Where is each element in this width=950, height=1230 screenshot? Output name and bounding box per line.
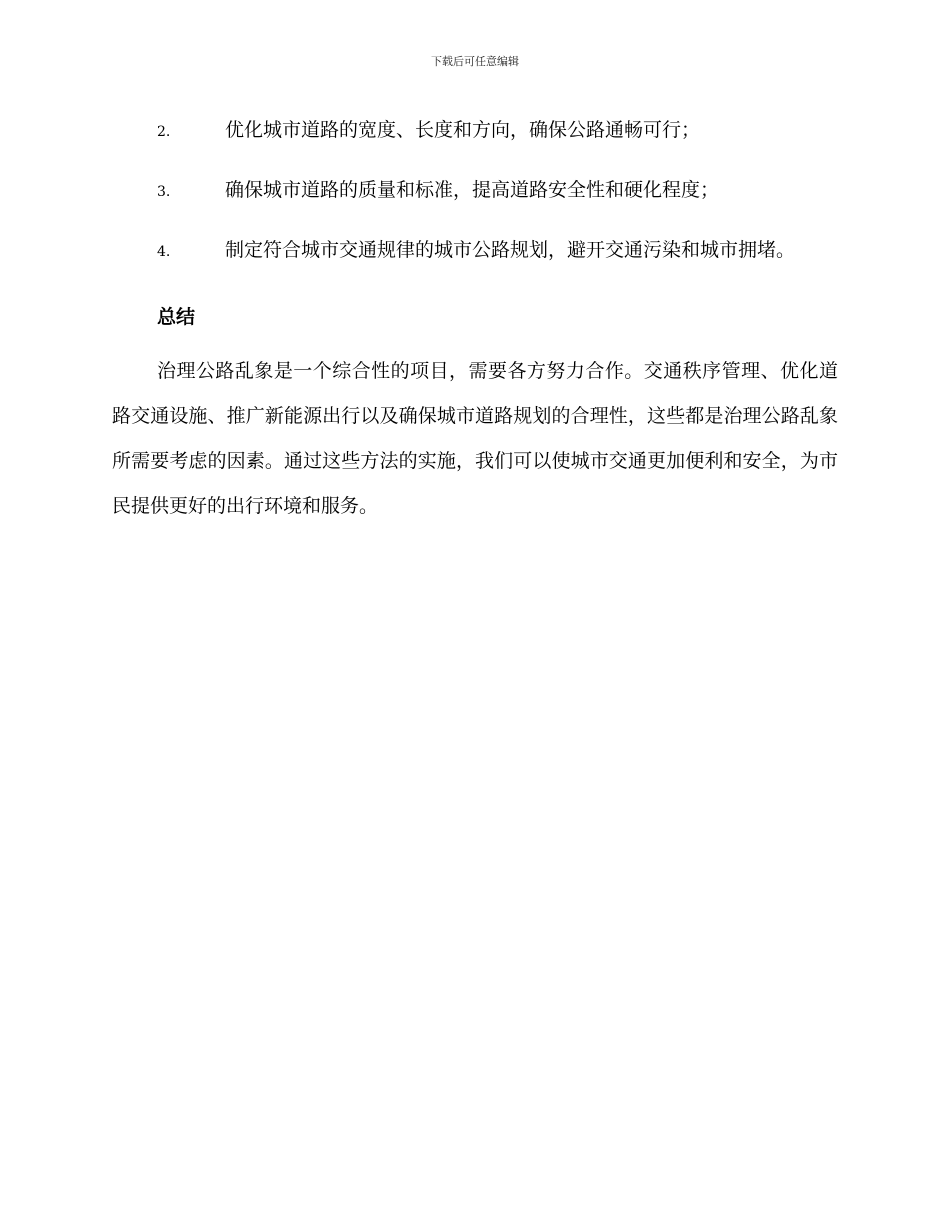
list-item-number: 3. — [157, 184, 171, 200]
list-item — [112, 228, 838, 275]
list-item-text: 制定符合城市交通规律的城市公路规划，避开交通污染和城市拥堵。 — [225, 239, 796, 261]
list-item — [112, 174, 838, 208]
list-item-number: 4. — [157, 244, 171, 260]
list-item-number: 2. — [157, 124, 171, 140]
list-item-text: 确保城市道路的质量和标准，提高道路安全性和硬化程度； — [225, 179, 720, 201]
list-item — [112, 114, 838, 148]
header-note: 下载后可任意编辑 — [431, 55, 519, 68]
section-heading-summary: 总结 — [157, 306, 196, 328]
document-body — [112, 114, 838, 529]
list-item-text: 优化城市道路的宽度、长度和方向，确保公路通畅可行； — [225, 119, 701, 141]
summary-paragraph: 治理公路乱象是一个综合性的项目，需要各方努力合作。交通秩序管理、优化道路交通设施、推广新能源出行以及确保城市道路规划的合理性，这些都是治理公路乱象所需要考虑的因素。通过这些方法的实施，我们可以使城市交通更加便利和安全，为市民提供更好的出行环境和服务。 — [112, 360, 838, 517]
